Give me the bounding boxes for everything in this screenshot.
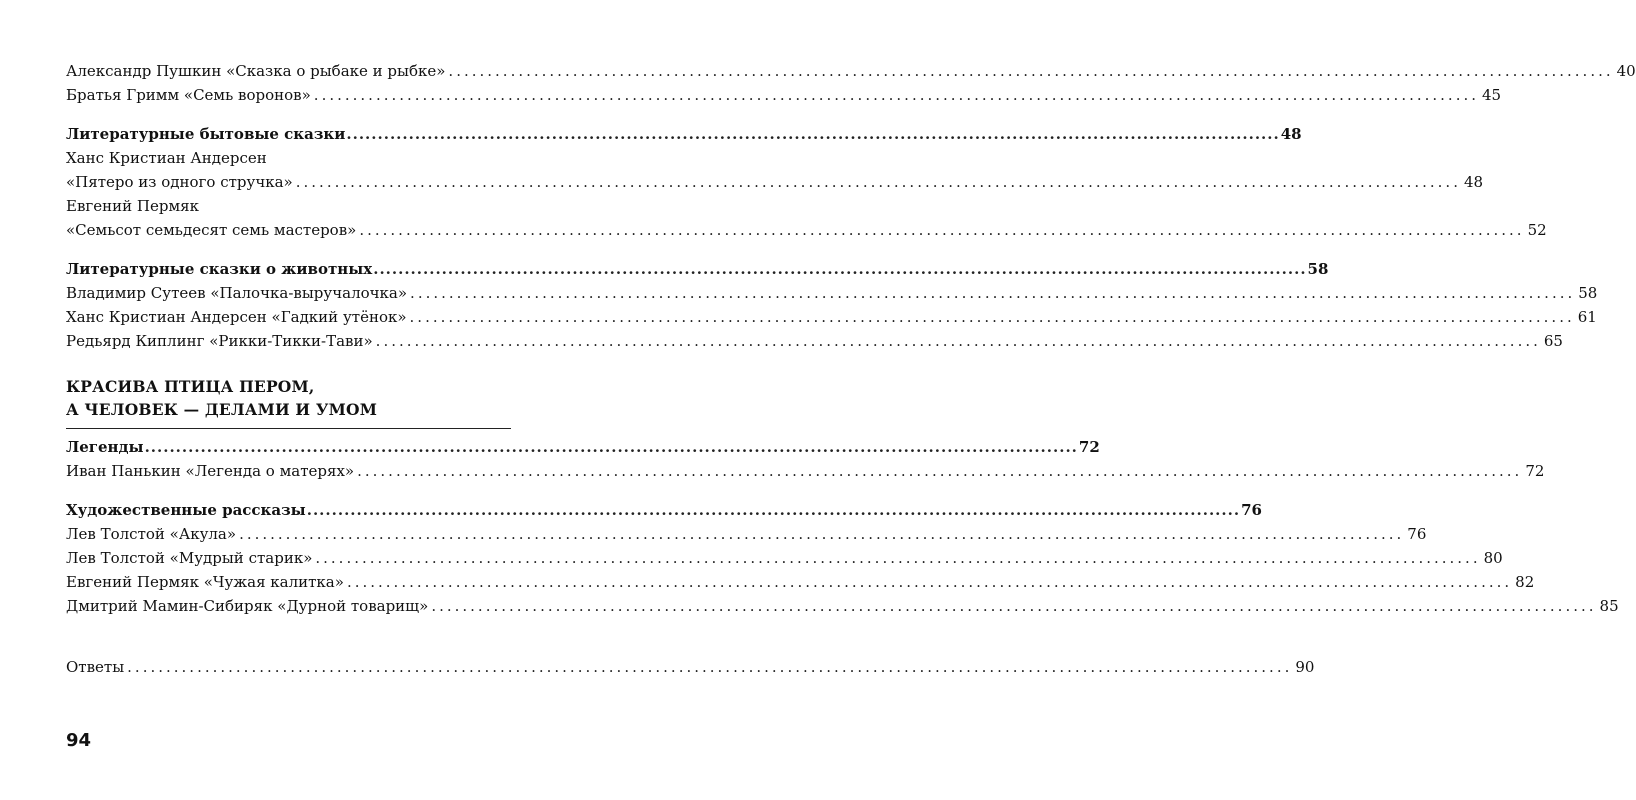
toc-entry[interactable] — [66, 83, 1502, 107]
toc-entry-page: 65 — [1543, 332, 1563, 350]
toc-entry-title: Лев Толстой «Акула» — [66, 525, 237, 543]
toc-section-page: 48 — [1280, 125, 1302, 143]
toc-section-header[interactable] — [66, 498, 1262, 522]
toc-entry-title: Редьярд Киплинг «Рикки-Тикки-Тави» — [66, 332, 373, 350]
toc-entry-title: «Семьсот семьдесят семь мастеров» — [66, 221, 357, 239]
toc-entry-page: 45 — [1482, 86, 1502, 104]
toc-section-title: Литературные сказки о животных — [66, 260, 373, 278]
toc-entry-page: 40 — [1616, 62, 1636, 80]
spacer — [66, 107, 511, 122]
toc-entry-title: Братья Гримм «Семь воронов» — [66, 86, 311, 104]
spacer — [66, 483, 511, 498]
toc-entry[interactable] — [66, 570, 1535, 594]
toc-entry-page: 72 — [1525, 462, 1545, 480]
toc-section-page: 72 — [1078, 438, 1100, 456]
toc-entry-title: Дмитрий Мамин-Сибиряк «Дурной товарищ» — [66, 597, 429, 615]
toc-entry-page: 90 — [1295, 658, 1315, 676]
toc-section-page: 76 — [1241, 501, 1262, 519]
spacer — [66, 353, 511, 375]
toc-entry-page: 76 — [1407, 525, 1427, 543]
dot-leader — [307, 498, 1240, 522]
part-heading-line-2: А ЧЕЛОВЕК — ДЕЛАМИ И УМОМ — [66, 400, 378, 419]
dot-leader — [410, 305, 1575, 329]
toc-section-title: Легенды — [66, 438, 144, 456]
dot-leader — [314, 83, 1479, 107]
toc-entry[interactable] — [66, 522, 1427, 546]
toc-entry-page: 85 — [1599, 597, 1619, 615]
dot-leader — [127, 655, 1292, 679]
toc-section-header[interactable] — [66, 122, 1302, 146]
toc-entry-page: 80 — [1483, 549, 1503, 567]
toc-section-page: 58 — [1307, 260, 1329, 278]
toc-entry-answers[interactable] — [66, 655, 1315, 679]
dot-leader — [376, 329, 1541, 353]
toc-entry-page: 61 — [1577, 308, 1597, 326]
toc-section-title: Литературные бытовые сказки — [66, 125, 346, 143]
toc-entry[interactable] — [66, 594, 1619, 618]
toc-entry-page: 48 — [1463, 173, 1484, 191]
toc-entry-page: 58 — [1578, 284, 1598, 302]
toc-entry-title: Владимир Сутеев «Палочка-выручалочка» — [66, 284, 408, 302]
toc-entry-title: Александр Пушкин «Сказка о рыбаке и рыбке» — [66, 62, 446, 80]
toc-entry[interactable] — [66, 281, 1598, 305]
part-heading — [66, 375, 511, 429]
toc-entry[interactable] — [66, 329, 1563, 353]
dot-leader — [296, 170, 1461, 194]
toc-entry[interactable] — [66, 170, 1484, 194]
dot-leader — [346, 122, 1279, 146]
toc-entry[interactable] — [66, 218, 1547, 242]
toc-entry[interactable] — [66, 459, 1545, 483]
dot-leader — [431, 594, 1596, 618]
dot-leader — [373, 257, 1306, 281]
spacer — [66, 242, 511, 257]
page-number: 94 — [66, 730, 92, 751]
toc-entry-title: Иван Панькин «Легенда о матерях» — [66, 462, 355, 480]
dot-leader — [357, 459, 1522, 483]
toc-entry-title: Ханс Кристиан Андерсен «Гадкий утёнок» — [66, 308, 407, 326]
table-of-contents — [66, 59, 1636, 679]
toc-entry-title: Лев Толстой «Мудрый старик» — [66, 549, 313, 567]
toc-entry-title: «Пятеро из одного стручка» — [66, 173, 293, 191]
dot-leader — [410, 281, 1575, 305]
toc-entry-page: 52 — [1527, 221, 1547, 239]
dot-leader — [359, 218, 1524, 242]
toc-section-header[interactable] — [66, 257, 1329, 281]
toc-entry[interactable] — [66, 546, 1503, 570]
toc-entry[interactable] — [66, 59, 1636, 83]
toc-entry-page: 82 — [1515, 573, 1535, 591]
dot-leader — [347, 570, 1512, 594]
toc-section-header[interactable] — [66, 435, 1100, 459]
toc-entry-author: Евгений Пермяк — [66, 197, 199, 215]
spacer — [66, 618, 511, 640]
dot-leader — [239, 522, 1404, 546]
dot-leader — [448, 59, 1613, 83]
toc-section-title: Художественные рассказы — [66, 501, 306, 519]
toc-entry[interactable] — [66, 305, 1597, 329]
toc-entry-title: Евгений Пермяк «Чужая калитка» — [66, 573, 344, 591]
spacer — [66, 640, 511, 655]
dot-leader — [315, 546, 1480, 570]
dot-leader — [145, 435, 1078, 459]
part-heading-line-1: КРАСИВА ПТИЦА ПЕРОМ, — [66, 377, 315, 396]
toc-entry-author: Ханс Кристиан Андерсен — [66, 149, 267, 167]
toc-entry-title: Ответы — [66, 658, 125, 676]
